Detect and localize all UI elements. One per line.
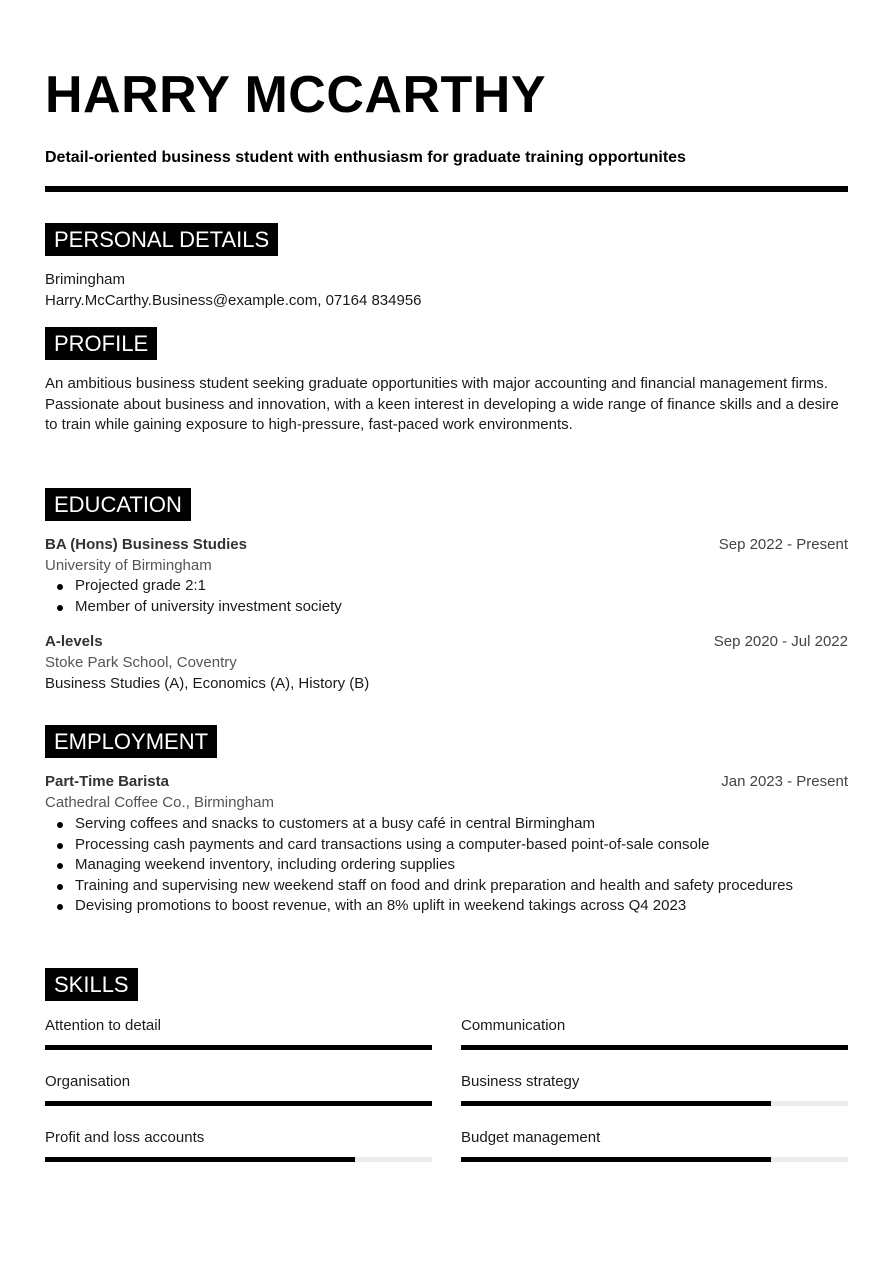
skill-item bbox=[45, 1072, 432, 1106]
skill-item bbox=[461, 1072, 848, 1106]
list-item: Processing cash payments and card transactions using a computer-based point-of-sale console bbox=[45, 835, 835, 856]
list-item: Training and supervising new weekend staff on food and drink preparation and health and safety procedures bbox=[45, 876, 835, 897]
skill-item bbox=[461, 1016, 848, 1050]
list-item: Member of university investment society bbox=[45, 597, 848, 618]
skill-level-fill bbox=[45, 1045, 432, 1050]
education-entry-dates: Sep 2020 - Jul 2022 bbox=[713, 633, 848, 650]
contact-text: Harry.McCarthy.Business@example.com, 07164 834956 bbox=[45, 292, 422, 309]
skill-item bbox=[461, 1128, 848, 1162]
section-heading-profile: PROFILE bbox=[45, 327, 157, 360]
skill-label: Attention to detail bbox=[45, 1017, 161, 1034]
skill-level-fill bbox=[461, 1157, 771, 1162]
section-heading-personal-details: PERSONAL DETAILS bbox=[45, 223, 278, 256]
education-entry-institution: University of Birmingham bbox=[45, 557, 212, 574]
list-item: Managing weekend inventory, including ordering supplies bbox=[45, 855, 835, 876]
education-entry-bullets bbox=[45, 576, 848, 617]
section-heading-skills: SKILLS bbox=[45, 968, 138, 1001]
education-entry-details: Business Studies (A), Economics (A), History (B) bbox=[45, 675, 370, 692]
employment-entry-bullets bbox=[45, 814, 835, 917]
education-entry-title: BA (Hons) Business Studies bbox=[45, 536, 247, 553]
location-text: Brimingham bbox=[45, 271, 126, 288]
education-entry-institution: Stoke Park School, Coventry bbox=[45, 654, 237, 671]
list-item: Projected grade 2:1 bbox=[45, 576, 848, 597]
skill-level-track bbox=[45, 1101, 432, 1106]
section-heading-education: EDUCATION bbox=[45, 488, 191, 521]
skill-level-track bbox=[45, 1045, 432, 1050]
list-item: Devising promotions to boost revenue, with an 8% uplift in weekend takings across Q4 2023 bbox=[45, 896, 835, 917]
skill-label: Communication bbox=[461, 1017, 566, 1034]
skill-level-track bbox=[461, 1157, 848, 1162]
skill-label: Business strategy bbox=[461, 1073, 580, 1090]
header-divider bbox=[45, 186, 848, 192]
education-entry-title: A-levels bbox=[45, 633, 103, 650]
skill-level-fill bbox=[461, 1045, 848, 1050]
list-item: Serving coffees and snacks to customers at a busy café in central Birmingham bbox=[45, 814, 835, 835]
skill-level-fill bbox=[45, 1157, 355, 1162]
employment-entry-title: Part-Time Barista bbox=[45, 773, 169, 790]
section-heading-employment: EMPLOYMENT bbox=[45, 725, 217, 758]
candidate-tagline: Detail-oriented business student with enthusiasm for graduate training opportunites bbox=[45, 149, 686, 166]
education-entry-dates: Sep 2022 - Present bbox=[718, 536, 848, 553]
profile-summary: An ambitious business student seeking graduate opportunities with major accounting and financial management firms. Passionate about business and innovation, with a keen interest in developing a wide range of finance skills and a desire to train while gaining exposure to high-pressure, fast-paced work environments. bbox=[45, 375, 839, 434]
skill-label: Profit and loss accounts bbox=[45, 1129, 205, 1146]
skill-label: Budget management bbox=[461, 1129, 601, 1146]
skill-label: Organisation bbox=[45, 1073, 131, 1090]
skill-level-track bbox=[45, 1157, 432, 1162]
candidate-name: HARRY MCCARTHY bbox=[45, 66, 546, 124]
skill-item bbox=[45, 1016, 432, 1050]
skill-item bbox=[45, 1128, 432, 1162]
employment-entry-dates: Jan 2023 - Present bbox=[721, 773, 848, 790]
skill-level-fill bbox=[461, 1101, 771, 1106]
employment-entry-employer: Cathedral Coffee Co., Birmingham bbox=[45, 794, 274, 811]
skill-level-track bbox=[461, 1101, 848, 1106]
skill-level-track bbox=[461, 1045, 848, 1050]
skill-level-fill bbox=[45, 1101, 432, 1106]
